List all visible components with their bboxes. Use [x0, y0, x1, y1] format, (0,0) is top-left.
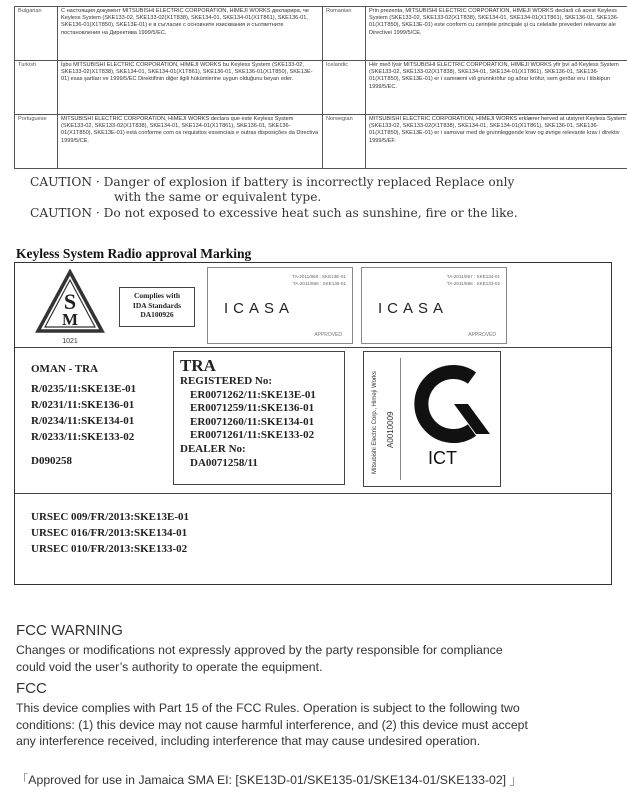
declaration-cell: Prin prezenta, MITSUBISHI ELECTRIC CORPORATION, HIMEJI WORKS declară că acest Keyless System (SKE133-02, SKE133-02(X1T838), SKE134-01, SKE134-01(X1T861), SKE136-01, SKE136-01(X1T850), SKE13E-01) este conform cu cerinţele principale şi cu celelalte prevederi relevante ale Directivei 1999/5/CE. — [366, 7, 627, 61]
tra-dealer-number: DA0071258/11 — [190, 456, 258, 469]
fcc-warning-heading: FCC WARNING — [16, 622, 123, 639]
radio-approval-box — [14, 262, 612, 585]
ict-certification-box — [363, 351, 501, 487]
fcc-line: This device complies with Part 15 of the FCC Rules. Operation is subject to the following two — [16, 701, 520, 715]
tra-title: TRA — [180, 356, 216, 375]
icasa-ta-number: TA-2011/868 : SKE133-02 — [446, 281, 500, 286]
fcc-warning-line: could void the user’s authority to operate the equipment. — [16, 659, 323, 674]
icasa-ta-number: TA-2011/868 : SKE13E-01 — [292, 274, 346, 279]
caution-text: · Do not exposed to excessive heat such as sunshine, fire or the like. — [95, 206, 518, 220]
tra-registration-box — [173, 351, 345, 485]
oman-tra-section — [31, 361, 136, 469]
declaration-cell: MITSUBISHI ELECTRIC CORPORATION, HIMEJI WORKS declara que este Keyless System (SKE133-02, SKE133-02(X1T838), SKE134-01, SKE134-01(X1T861), SKE136-01, SKE136-01(X1T850), SKE13E-01) está conforme com os requisitos essenciais e outras disposições da Directiva 1999/5/CE. — [58, 115, 323, 169]
tra-dealer-label: DEALER No: — [180, 442, 246, 455]
ict-label: ICT — [428, 448, 457, 468]
table-row — [15, 7, 627, 61]
icasa-logo: ICASA — [224, 300, 295, 317]
declaration-cell: С настоящия документ MITSUBISHI ELECTRIC CORPORATION, HIMEJI WORKS декларира, че Keyless System (SKE133-02, SKE133-02(X1T838), SKE134-01, SKE134-01(X1T861), SKE136-01, SKE136-01(X1T850), SKE13E-01) е в съгласие с основните изисквания и съответните постановления на Директива 1999/5/ЕС. — [58, 7, 323, 61]
icasa-ta-number: TA-2011/867 : SKE134-01 — [446, 274, 500, 279]
jamaica-approval: 「Approved for use in Jamaica SMA EI: [SKE13D-01/SKE135-01/SKE134-01/SKE133-02] 」 — [16, 773, 522, 787]
icasa-approved-label: APPROVED — [468, 332, 496, 338]
fcc-warning-line: Changes or modifications not expressly approved by the party responsible for compliance — [16, 643, 503, 657]
sm-certification-logo — [35, 269, 105, 345]
caution-text-continued: with the same or equivalent type. — [114, 190, 322, 204]
oman-code: D090258 — [31, 455, 72, 467]
declaration-cell: İşbu MITSUBISHI ELECTRIC CORPORATION, HIMEJI WORKS bu Keyless System (SKE133-02, SKE133-02(X1T838), SKE134-01, SKE134-01(X1T861), SKE136-01, SKE136-01(X1T850), SKE13E-01) esas şartları ve 1999/5/EC Direktifinin diğer ilgili hükümlerine uygun olduğunu beyan eder. — [58, 61, 323, 115]
caution-text: · Danger of explosion if battery is incorrectly replaced Replace only — [95, 175, 515, 189]
icasa-logo: ICASA — [378, 300, 449, 317]
icasa-approval-box — [207, 267, 353, 344]
ida-standards-box — [119, 287, 195, 327]
ida-line: IDA Standards — [132, 300, 182, 310]
declaration-cell: MITSUBISHI ELECTRIC CORPORATION, HIMEJI WORKS erklærer herved at utstyret Keyless System (SKE133-02, SKE133-02(X1T838), SKE134-01, SKE134-01(X1T861), SKE136-01, SKE136-01(X1T850), SKE13E-01) er i samsvar med de grunnleggende krav og øvrige relevante krav i direktiv 1999/5/EF. — [366, 115, 627, 169]
caution-heat — [30, 206, 518, 221]
tra-registered-label: REGISTERED No: — [180, 375, 272, 387]
ursec-section — [31, 509, 189, 557]
ict-divider — [400, 358, 401, 480]
icasa-approval-box — [361, 267, 507, 344]
oman-registration: R/0235/11:SKE13E-01 — [31, 383, 137, 395]
declaration-cell: Hér með lýsir MITSUBISHI ELECTRIC CORPORATION, HIMEJI WORKS yfir því að Keyless System (SKE133-02, SKE133-02(X1T838), SKE134-01, SKE134-01(X1T861), SKE136-01, SKE136-01(X1T850), SKE13E-01) er í samræmi við grunnkröfur og aðrar kröfur, sem gerðar eru í tilskipun 1999/5/EC. — [366, 61, 627, 115]
oman-registration: R/0233/11:SKE133-02 — [31, 431, 135, 443]
divider — [15, 347, 611, 348]
oman-title: OMAN - TRA — [31, 363, 99, 375]
ida-line: Complies with — [133, 291, 181, 300]
radio-approval-title: Keyless System Radio approval Marking — [16, 246, 252, 261]
ida-line: DA100926 — [140, 310, 174, 319]
icasa-ta-number: TA-2011/866 : SKE136-01 — [292, 281, 346, 286]
caution-label: CAUTION — [30, 175, 92, 189]
table-row — [15, 61, 627, 115]
caution-battery — [30, 175, 514, 205]
oman-registration: R/0231/11:SKE136-01 — [31, 399, 135, 411]
icasa-approved-label: APPROVED — [314, 332, 342, 338]
fcc-warning-text — [16, 642, 616, 675]
oman-registration: R/0234/11:SKE134-01 — [31, 415, 135, 427]
tra-registration: ER0071262/11:SKE13E-01 — [190, 388, 316, 401]
caution-label: CAUTION — [30, 206, 92, 220]
fcc-text — [16, 700, 616, 750]
language-cell: Bulgarian — [15, 7, 58, 61]
ict-number: A0010009 — [386, 411, 395, 448]
ursec-line: URSEC 009/FR/2013:SKE13E-01 — [31, 511, 189, 523]
ict-vertical-text: Mitsubishi Electric Corp., Himeji Works — [372, 371, 378, 474]
language-declaration-table — [14, 6, 627, 169]
language-cell: Turkish — [15, 61, 58, 115]
ursec-line: URSEC 016/FR/2013:SKE134-01 — [31, 527, 188, 539]
tra-registration: ER0071261/11:SKE133-02 — [190, 429, 315, 442]
svg-text:M: M — [61, 310, 79, 329]
table-row — [15, 115, 627, 169]
language-cell: Icelandic — [323, 61, 366, 115]
divider — [15, 493, 611, 494]
sm-logo-number: 1021 — [62, 338, 78, 345]
svg-text:S: S — [63, 289, 77, 314]
tra-registration: ER0071259/11:SKE136-01 — [190, 402, 315, 415]
language-cell: Portuguese — [15, 115, 58, 169]
fcc-heading: FCC — [16, 680, 47, 697]
language-cell: Norwegian — [323, 115, 366, 169]
fcc-line: conditions: (1) this device may not cause harmful interference, and (2) this device must accept — [16, 717, 528, 732]
ursec-line: URSEC 010/FR/2013:SKE133-02 — [31, 543, 188, 555]
ict-logo-icon — [410, 364, 494, 444]
language-cell: Romanian — [323, 7, 366, 61]
fcc-line: any interference received, including interference that may cause undesired operation. — [16, 734, 481, 749]
tra-registration: ER0071260/11:SKE134-01 — [190, 415, 315, 428]
